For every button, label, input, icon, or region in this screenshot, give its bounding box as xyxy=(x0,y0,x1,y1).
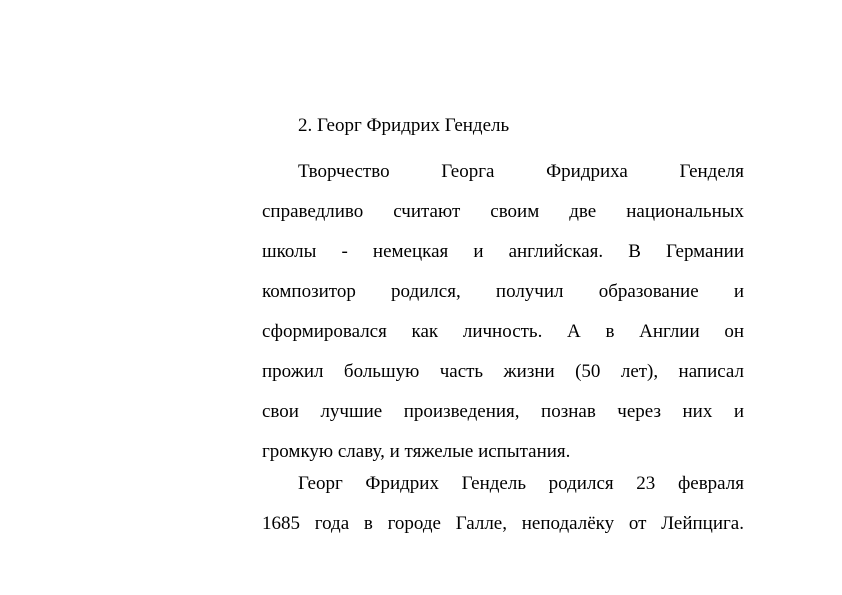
paragraph-line: сформировался как личность. А в Англии он xyxy=(262,321,744,342)
paragraph-line: композитор родился, получил образование и xyxy=(262,281,744,302)
document-body xyxy=(262,112,744,544)
paragraph-line: 1685 года в городе Галле, неподалёку от Лейпцига. xyxy=(262,513,744,534)
paragraph-line: школы - немецкая и английская. В Германии xyxy=(262,241,744,262)
paragraph-line: справедливо считают своим две национальных xyxy=(262,201,744,222)
paragraph-line: громкую славу, и тяжелые испытания. xyxy=(262,441,571,462)
paragraph-line: Георг Фридрих Гендель родился 23 февраля xyxy=(298,473,744,494)
paragraph-birth xyxy=(262,464,744,544)
paragraph-line: прожил большую часть жизни (50 лет), написал xyxy=(262,361,744,382)
section-heading: 2. Георг Фридрих Гендель xyxy=(298,115,510,136)
paragraph-line: Творчество Георга Фридриха Генделя xyxy=(298,161,744,182)
paragraph-line: свои лучшие произведения, познав через них и xyxy=(262,401,744,422)
paragraph-creativity xyxy=(262,152,744,472)
